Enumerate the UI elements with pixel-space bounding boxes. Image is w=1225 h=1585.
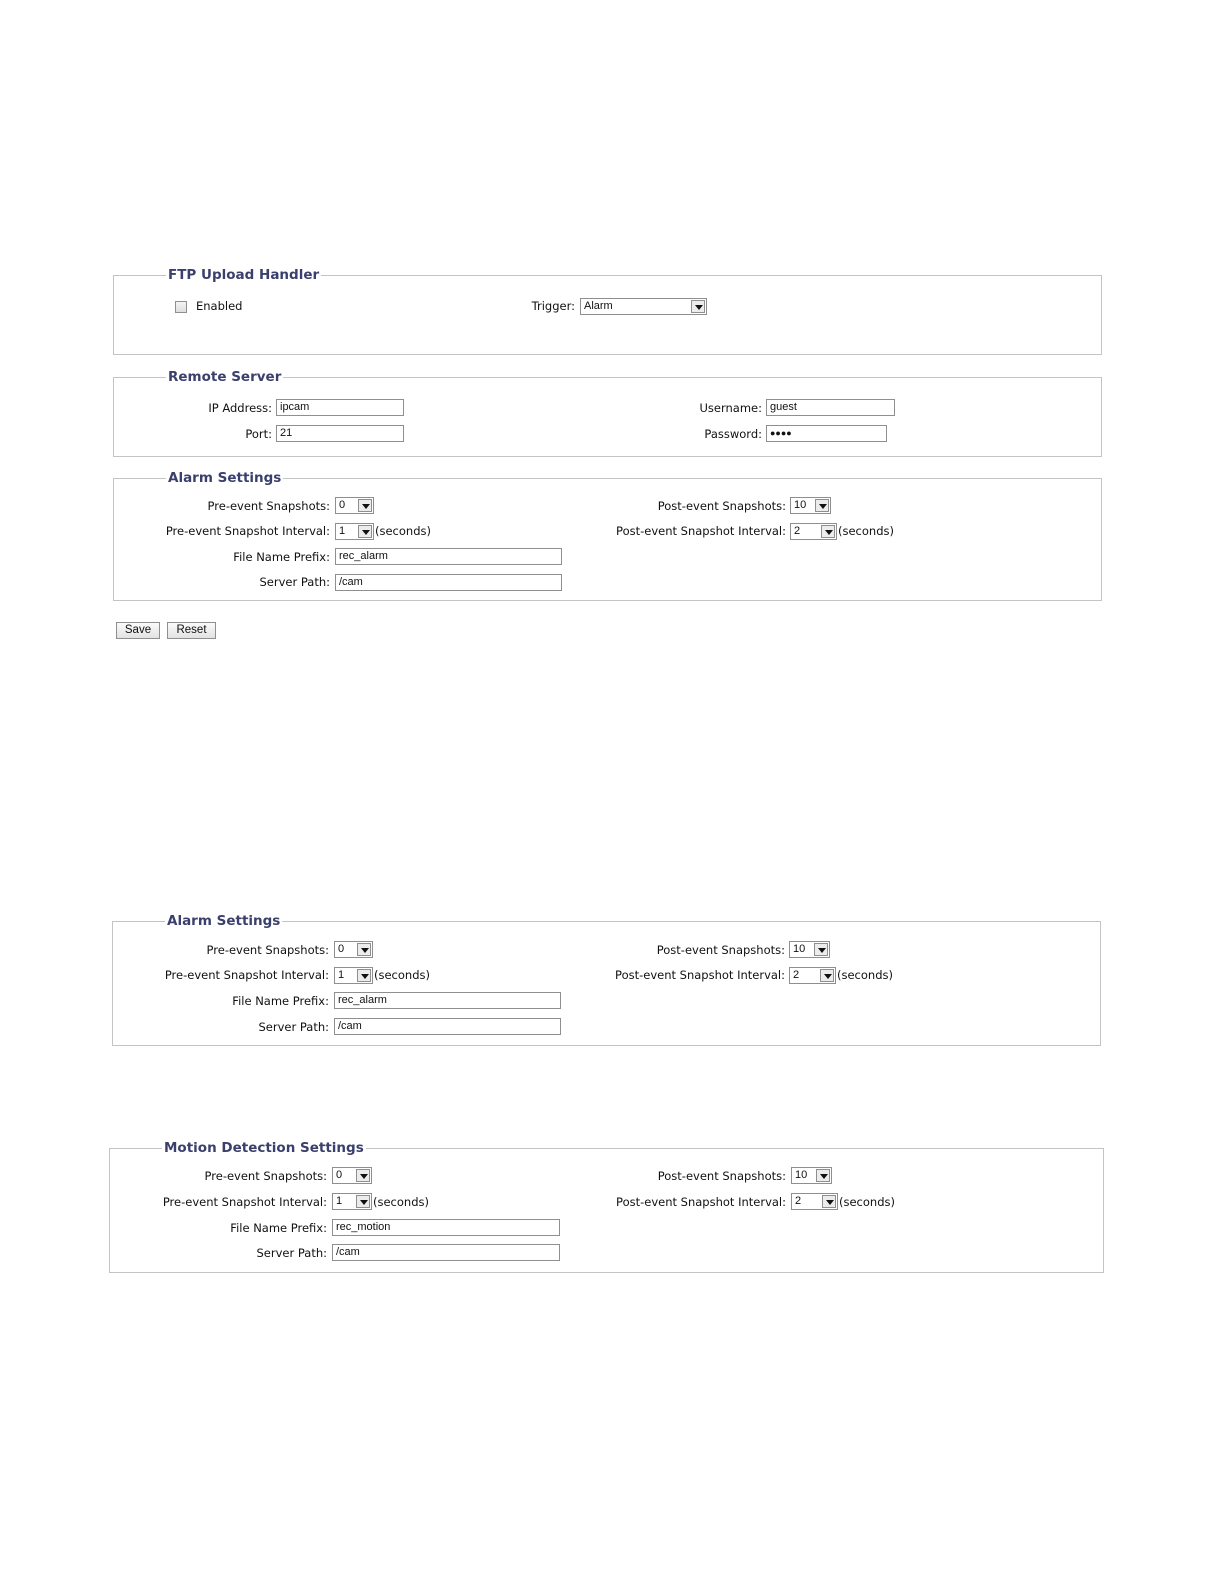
post-snapshots-select[interactable] bbox=[791, 1167, 832, 1184]
pre-interval-select[interactable] bbox=[334, 967, 373, 984]
pre-snapshots-value: 0 bbox=[336, 1169, 343, 1181]
ftp-upload-handler-fieldset bbox=[113, 267, 1102, 355]
chevron-down-icon bbox=[816, 1169, 830, 1182]
post-interval-value: 2 bbox=[795, 1195, 802, 1207]
trigger-value: Alarm bbox=[584, 300, 613, 312]
username-label: Username: bbox=[699, 401, 762, 415]
pre-interval-value: 1 bbox=[339, 525, 346, 537]
post-interval-select[interactable] bbox=[789, 967, 836, 984]
post-interval-select[interactable] bbox=[791, 1193, 838, 1210]
chevron-down-icon bbox=[691, 300, 705, 313]
ip-address-input[interactable]: ipcam bbox=[276, 399, 404, 416]
post-interval-seconds: (seconds) bbox=[837, 968, 893, 982]
post-interval-seconds: (seconds) bbox=[838, 524, 894, 538]
chevron-down-icon bbox=[356, 1169, 370, 1182]
enabled-label: Enabled bbox=[196, 299, 243, 313]
post-snapshots-value: 10 bbox=[793, 943, 806, 955]
chevron-down-icon bbox=[821, 525, 835, 538]
port-label: Port: bbox=[245, 427, 272, 441]
server-path-label: Server Path: bbox=[259, 575, 330, 589]
pre-snapshots-select[interactable] bbox=[335, 497, 374, 514]
pre-snapshots-value: 0 bbox=[338, 943, 345, 955]
post-snapshots-value: 10 bbox=[795, 1169, 808, 1181]
post-interval-value: 2 bbox=[794, 525, 801, 537]
ftp-legend: FTP Upload Handler bbox=[168, 267, 320, 283]
server-path-label: Server Path: bbox=[256, 1246, 327, 1260]
pre-snapshots-label: Pre-event Snapshots: bbox=[207, 499, 330, 513]
post-snapshots-select[interactable] bbox=[789, 941, 830, 958]
pre-interval-select[interactable] bbox=[332, 1193, 372, 1210]
ip-address-label: IP Address: bbox=[208, 401, 272, 415]
password-label: Password: bbox=[704, 427, 762, 441]
chevron-down-icon bbox=[815, 499, 829, 512]
alarm-legend: Alarm Settings bbox=[168, 470, 282, 486]
save-button[interactable]: Save bbox=[116, 622, 160, 639]
pre-snapshots-value: 0 bbox=[339, 499, 346, 511]
file-prefix-label: File Name Prefix: bbox=[232, 994, 329, 1008]
remote-server-fieldset bbox=[113, 369, 1102, 457]
file-prefix-input[interactable]: rec_alarm bbox=[334, 992, 561, 1009]
pre-interval-select[interactable] bbox=[335, 523, 374, 540]
post-interval-label: Post-event Snapshot Interval: bbox=[615, 968, 785, 982]
file-prefix-input[interactable]: rec_alarm bbox=[335, 548, 562, 565]
pre-interval-label: Pre-event Snapshot Interval: bbox=[165, 524, 330, 538]
chevron-down-icon bbox=[358, 499, 372, 512]
reset-button[interactable]: Reset bbox=[167, 622, 216, 639]
password-input[interactable]: ●●●● bbox=[766, 425, 887, 442]
port-input[interactable]: 21 bbox=[276, 425, 404, 442]
file-prefix-input[interactable]: rec_motion bbox=[332, 1219, 560, 1236]
post-snapshots-label: Post-event Snapshots: bbox=[657, 499, 786, 513]
chevron-down-icon bbox=[356, 1195, 370, 1208]
post-interval-select[interactable] bbox=[790, 523, 837, 540]
pre-interval-seconds: (seconds) bbox=[373, 1195, 429, 1209]
post-interval-value: 2 bbox=[793, 969, 800, 981]
trigger-label: Trigger: bbox=[531, 299, 575, 313]
pre-snapshots-select[interactable] bbox=[334, 941, 373, 958]
post-snapshots-value: 10 bbox=[794, 499, 807, 511]
pre-interval-value: 1 bbox=[338, 969, 345, 981]
chevron-down-icon bbox=[357, 943, 371, 956]
post-snapshots-label: Post-event Snapshots: bbox=[657, 1169, 786, 1183]
post-interval-seconds: (seconds) bbox=[839, 1195, 895, 1209]
pre-interval-seconds: (seconds) bbox=[375, 524, 431, 538]
post-snapshots-select[interactable] bbox=[790, 497, 831, 514]
motion-legend: Motion Detection Settings bbox=[164, 1140, 364, 1156]
post-snapshots-label: Post-event Snapshots: bbox=[656, 943, 785, 957]
trigger-select[interactable] bbox=[580, 298, 707, 315]
chevron-down-icon bbox=[822, 1195, 836, 1208]
post-interval-label: Post-event Snapshot Interval: bbox=[616, 1195, 786, 1209]
server-path-input[interactable]: /cam bbox=[335, 574, 562, 591]
server-path-input[interactable]: /cam bbox=[334, 1018, 561, 1035]
chevron-down-icon bbox=[358, 525, 372, 538]
pre-interval-seconds: (seconds) bbox=[374, 968, 430, 982]
server-path-label: Server Path: bbox=[258, 1020, 329, 1034]
pre-snapshots-label: Pre-event Snapshots: bbox=[206, 943, 329, 957]
chevron-down-icon bbox=[357, 969, 371, 982]
username-input[interactable]: guest bbox=[766, 399, 895, 416]
file-prefix-label: File Name Prefix: bbox=[230, 1221, 327, 1235]
enabled-checkbox[interactable] bbox=[175, 301, 187, 313]
pre-snapshots-select[interactable] bbox=[332, 1167, 372, 1184]
pre-interval-label: Pre-event Snapshot Interval: bbox=[162, 1195, 327, 1209]
file-prefix-label: File Name Prefix: bbox=[233, 550, 330, 564]
alarm-legend-2: Alarm Settings bbox=[167, 913, 281, 929]
post-interval-label: Post-event Snapshot Interval: bbox=[616, 524, 786, 538]
pre-interval-label: Pre-event Snapshot Interval: bbox=[164, 968, 329, 982]
pre-snapshots-label: Pre-event Snapshots: bbox=[204, 1169, 327, 1183]
pre-interval-value: 1 bbox=[336, 1195, 343, 1207]
chevron-down-icon bbox=[814, 943, 828, 956]
remote-legend: Remote Server bbox=[168, 369, 282, 385]
server-path-input[interactable]: /cam bbox=[332, 1244, 560, 1261]
chevron-down-icon bbox=[820, 969, 834, 982]
